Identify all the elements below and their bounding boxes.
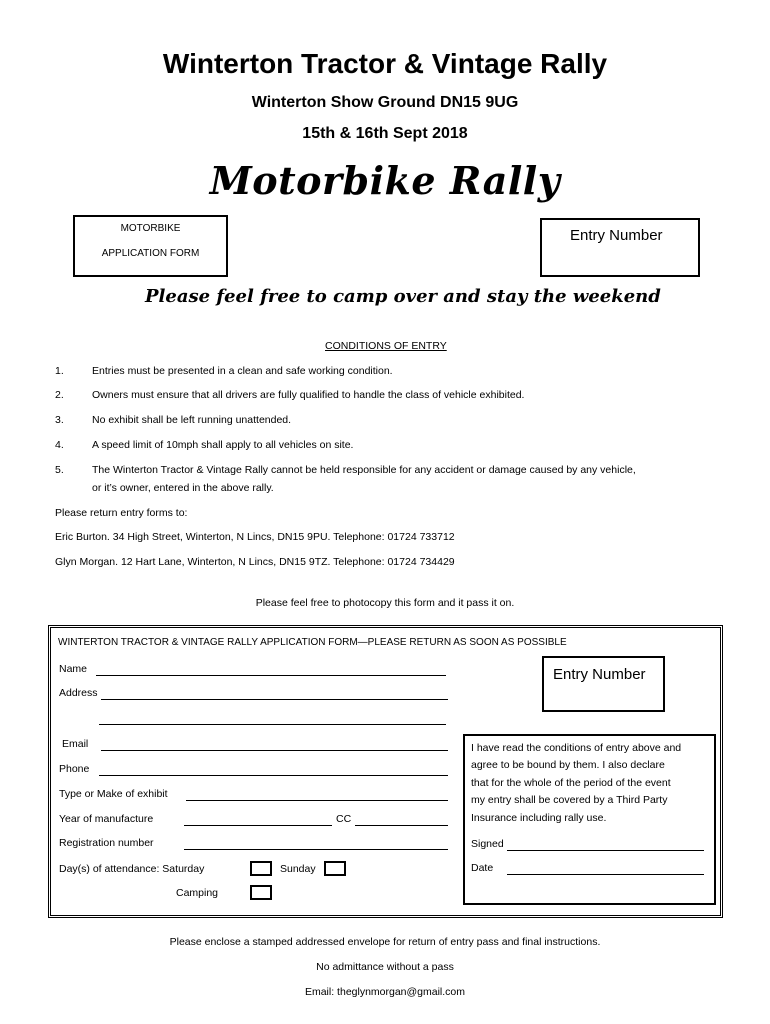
form-entry-number-label: Entry Number <box>553 666 646 683</box>
condition-text: No exhibit shall be left running unattended. <box>92 414 292 426</box>
year-field[interactable] <box>184 825 332 826</box>
sunday-label: Sunday <box>280 863 316 875</box>
event-title: Motorbike Rally <box>209 158 561 203</box>
condition-number: 1. <box>55 365 64 377</box>
photocopy-note: Please feel free to photocopy this form and it pass it on. <box>255 597 515 609</box>
signed-field[interactable] <box>507 850 704 851</box>
app-box-line2: APPLICATION FORM <box>101 248 200 259</box>
application-form-label-box <box>73 215 228 277</box>
condition-text: A speed limit of 10mph shall apply to all vehicles on site. <box>92 439 354 451</box>
attendance-label: Day(s) of attendance: Saturday <box>59 863 205 875</box>
date-label: Date <box>471 862 494 874</box>
type-label: Type or Make of exhibit <box>59 788 168 800</box>
envelope-note: Please enclose a stamped addressed envelope for return of entry pass and final instructions. <box>169 936 601 948</box>
phone-field[interactable] <box>99 775 448 776</box>
admittance-note: No admittance without a pass <box>316 961 454 973</box>
year-label: Year of manufacture <box>59 813 154 825</box>
condition-number: 4. <box>55 439 64 451</box>
form-header: WINTERTON TRACTOR & VINTAGE RALLY APPLICATION FORM—PLEASE RETURN AS SOON AS POSSIBLE <box>58 637 567 648</box>
form-entry-number-box <box>542 656 665 712</box>
page-title: Winterton Tractor & Vintage Rally <box>162 48 608 79</box>
camp-notice: Please feel free to camp over and stay the weekend <box>145 286 661 307</box>
address-field[interactable] <box>101 699 448 700</box>
condition-number: 3. <box>55 414 64 426</box>
camping-label: Camping <box>176 887 219 899</box>
address-label: Address <box>59 687 98 699</box>
app-box-line1: MOTORBIKE <box>120 223 181 234</box>
condition-text: Entries must be presented in a clean and safe working condition. <box>92 365 393 377</box>
cc-field[interactable] <box>355 825 448 826</box>
address-field-line2[interactable] <box>99 724 446 725</box>
signed-label: Signed <box>471 838 504 850</box>
declaration-line: agree to be bound by them. I also declare <box>471 759 665 771</box>
contact-glyn-morgan: Glyn Morgan. 12 Hart Lane, Winterton, N Lincs, DN15 9TZ. Telephone: 01724 734429 <box>55 556 455 568</box>
condition-number: 5. <box>55 464 64 476</box>
sunday-checkbox[interactable] <box>324 861 346 876</box>
type-field[interactable] <box>186 800 448 801</box>
entry-number-label: Entry Number <box>570 227 663 244</box>
saturday-checkbox[interactable] <box>250 861 272 876</box>
condition-text: The Winterton Tractor & Vintage Rally cannot be held responsible for any accident or damage caused by any vehicle, <box>92 464 636 476</box>
condition-number: 2. <box>55 389 64 401</box>
event-dates: 15th & 16th Sept 2018 <box>302 125 468 142</box>
contact-email: Email: theglynmorgan@gmail.com <box>304 986 466 998</box>
declaration-line: Insurance including rally use. <box>471 812 607 824</box>
declaration-line: my entry shall be covered by a Third Party <box>471 794 668 806</box>
phone-label: Phone <box>59 763 90 775</box>
name-label: Name <box>59 663 88 675</box>
return-label: Please return entry forms to: <box>55 507 188 519</box>
declaration-line: that for the whole of the period of the event <box>471 777 671 789</box>
name-field[interactable] <box>96 675 446 676</box>
cc-label: CC <box>336 813 352 825</box>
date-field[interactable] <box>507 874 704 875</box>
registration-field[interactable] <box>184 849 448 850</box>
contact-eric-burton: Eric Burton. 34 High Street, Winterton, N Lincs, DN15 9PU. Telephone: 01724 733712 <box>55 531 455 543</box>
condition-text: Owners must ensure that all drivers are fully qualified to handle the class of vehicle exhibited. <box>92 389 525 401</box>
email-label: Email <box>62 738 89 750</box>
conditions-title: CONDITIONS OF ENTRY <box>325 340 447 352</box>
application-form <box>48 625 723 918</box>
declaration-box <box>463 734 716 905</box>
declaration-line: I have read the conditions of entry above and <box>471 742 682 754</box>
camping-checkbox[interactable] <box>250 885 272 900</box>
entry-number-box <box>540 218 700 277</box>
registration-label: Registration number <box>59 837 154 849</box>
condition-text-continued: or it’s owner, entered in the above rally. <box>92 482 274 494</box>
email-field[interactable] <box>101 750 448 751</box>
venue: Winterton Show Ground DN15 9UG <box>251 94 519 111</box>
